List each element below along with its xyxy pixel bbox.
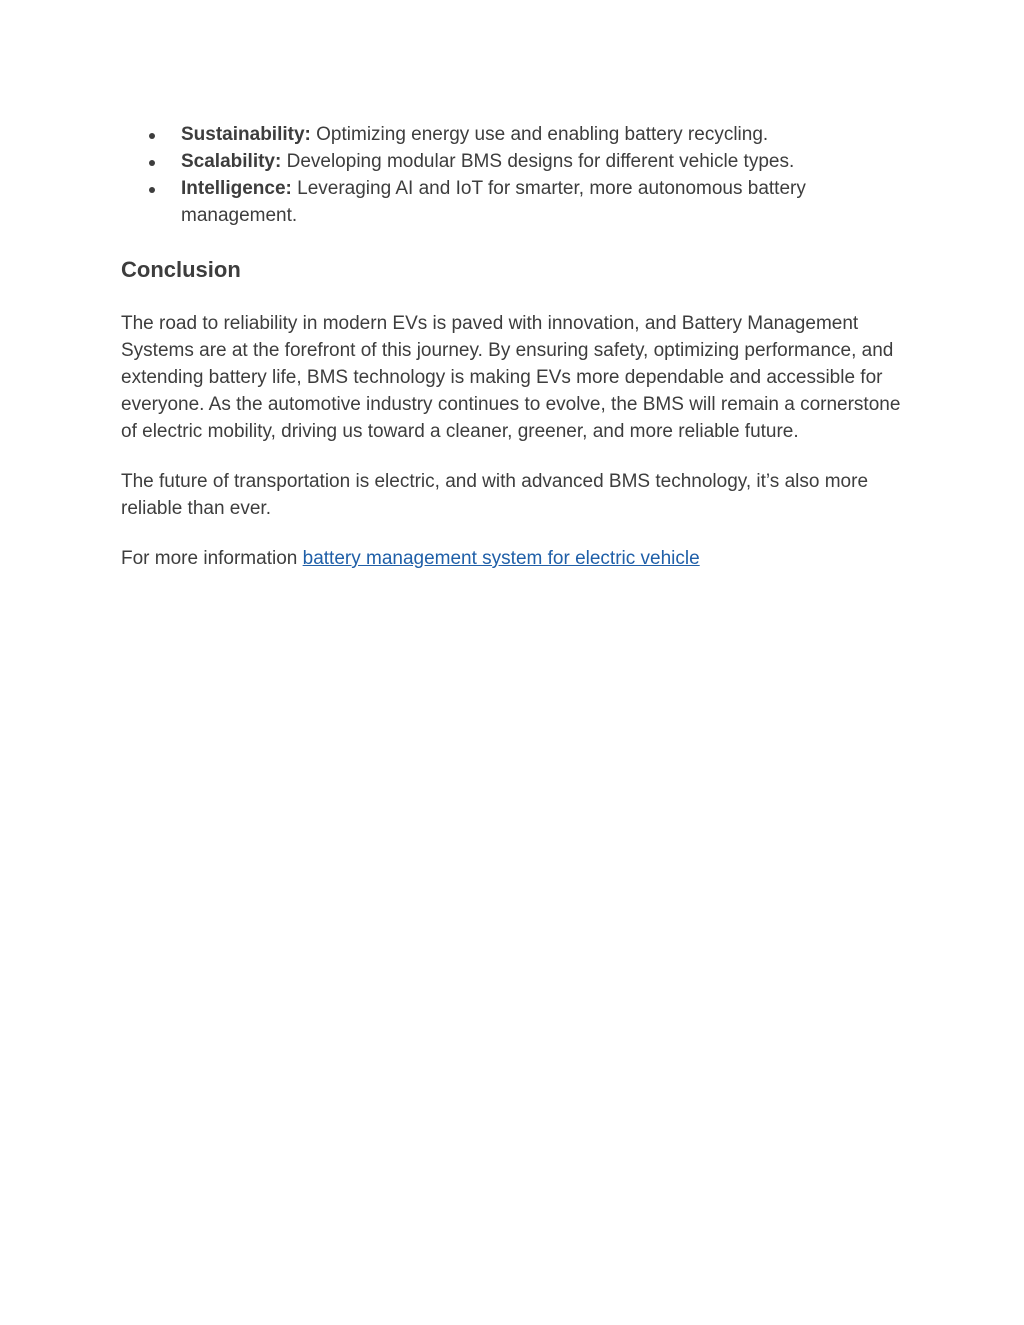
bullet-term: Scalability: — [181, 151, 282, 172]
list-item — [121, 175, 911, 229]
feature-bullet-list — [121, 121, 911, 229]
bullet-text: Optimizing energy use and enabling battery recycling. — [316, 124, 769, 145]
bullet-text: Leveraging AI and IoT for smarter, more autonomous battery management. — [181, 178, 806, 226]
more-info-line — [121, 545, 911, 572]
bullet-term: Sustainability: — [181, 124, 311, 145]
more-info-label: For more information — [121, 548, 298, 569]
document-content — [121, 121, 911, 572]
conclusion-paragraph: The road to reliability in modern EVs is paved with innovation, and Battery Management Systems are at the forefront of this journey. By ensuring safety, optimizing performance, and extending battery life, BMS technology is making EVs more dependable and accessible for everyone. As the automotive industry continues to evolve, the BMS will remain a cornerstone of electric mobility, driving us toward a cleaner, greener, and more reliable future. — [121, 313, 901, 442]
list-item — [121, 121, 911, 148]
bullet-icon — [149, 187, 155, 193]
more-info-link[interactable]: battery management system for electric vehicle — [302, 548, 700, 569]
bullet-text: Developing modular BMS designs for different vehicle types. — [286, 151, 795, 172]
section-heading: Conclusion — [121, 257, 241, 282]
closing-paragraph: The future of transportation is electric, and with advanced BMS technology, it’s also more reliable than ever. — [121, 471, 869, 519]
bullet-icon — [149, 133, 155, 139]
bullet-icon — [149, 160, 155, 166]
list-item — [121, 148, 911, 175]
bullet-term: Intelligence: — [181, 178, 292, 199]
